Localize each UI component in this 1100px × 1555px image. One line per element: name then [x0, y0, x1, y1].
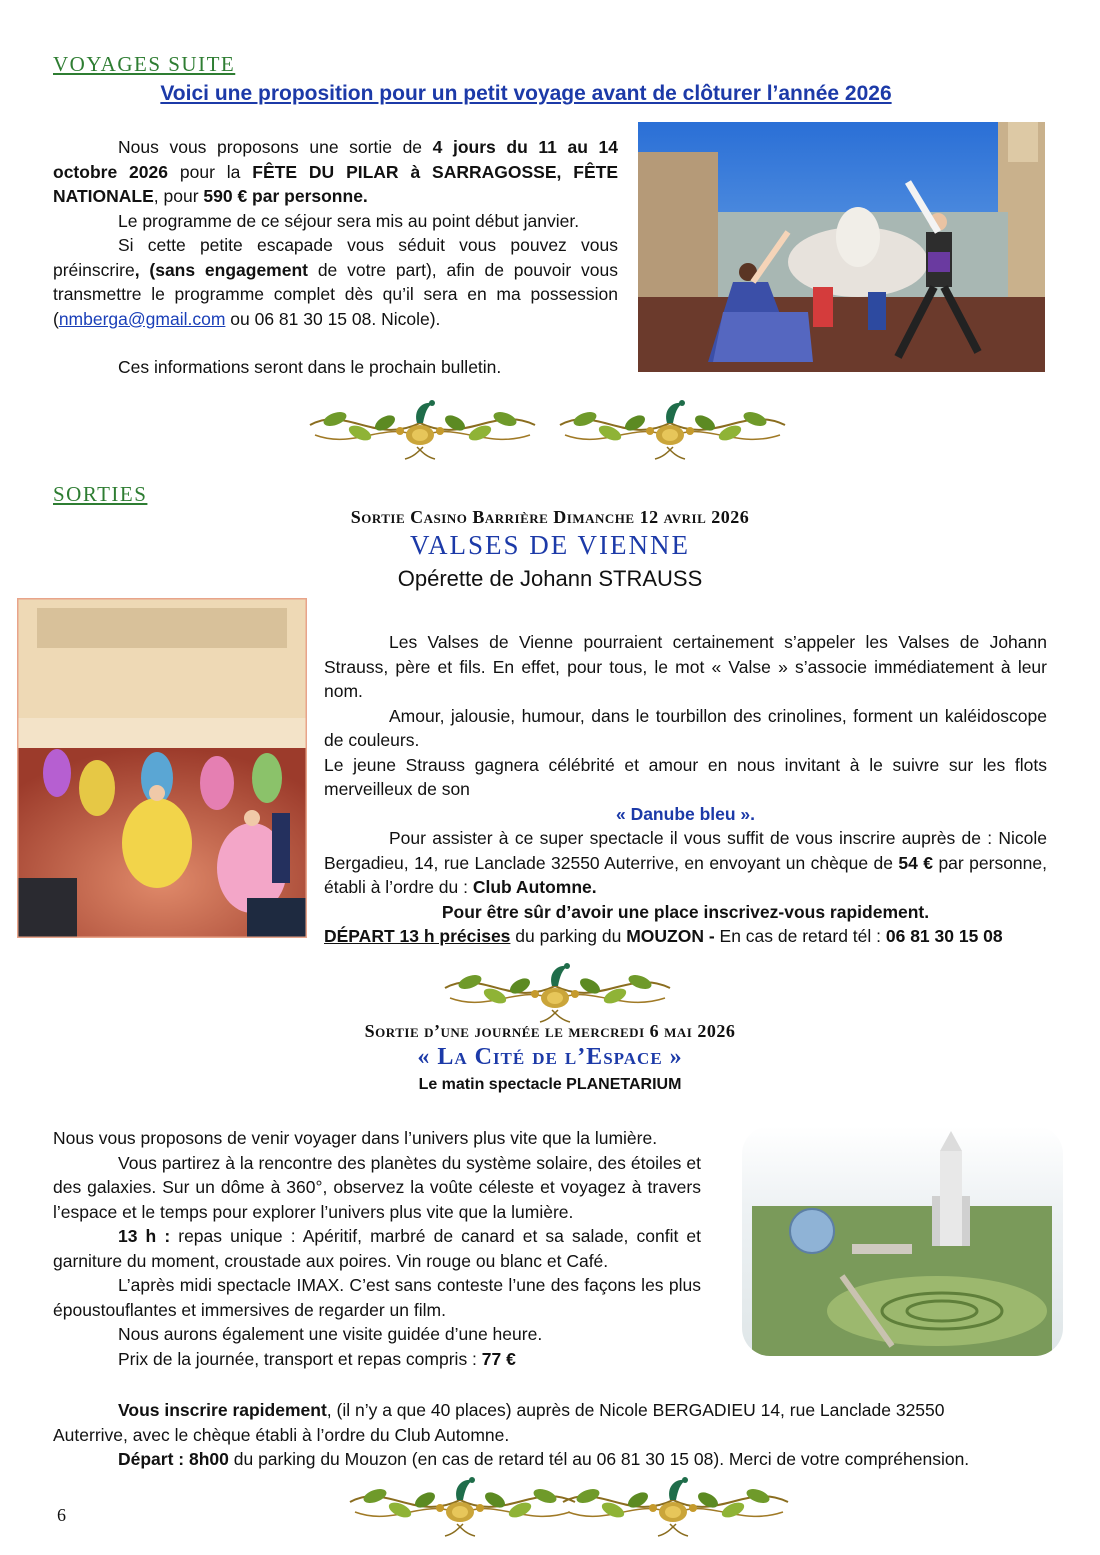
page-number: 6	[57, 1505, 66, 1525]
valses-paragraph-2: Amour, jalousie, humour, dans le tourbillon des crinolines, forment un kaléidoscope de couleurs.	[324, 705, 1047, 750]
voyage-paragraph-1: Nous vous proposons une sortie de 4 jours du 11 au 14 octobre 2026 pour la FÊTE DU PILAR à SARRAGOSSE, FÊTE NATIONALE, pour 590 € par personne.	[53, 137, 618, 206]
cite-paragraph-7: Vous inscrire rapidement, (il n’y a que 40 places) auprès de Nicole BERGADIEU 14, rue Lanclade 32550 Auterrive, avec le chèque établi à l’ordre du Club Automne.	[53, 1400, 945, 1445]
section-heading-sorties: SORTIES	[53, 482, 148, 506]
cite-paragraph-6: Prix de la journée, transport et repas compris : 77 €	[118, 1348, 516, 1369]
valses-text	[324, 630, 1047, 949]
peacock-ornament-icon	[555, 395, 795, 465]
show-title: VALSES DE VIENNE	[409, 530, 690, 560]
cite-espace-title: « La Cité de l’Espace »	[417, 1044, 683, 1070]
cite-text-bottom	[53, 1398, 1021, 1472]
cite-paragraph-2: Vous partirez à la rencontre des planètes du système solaire, des étoiles et des galaxies. Sur un dôme à 360°, observez la voûte céleste et voyagez à travers l’espace et le temps pour explorer l’univers plus vite que la lumière.	[53, 1152, 701, 1222]
cite-paragraph-5: Nous aurons également une visite guidée d’une heure.	[118, 1324, 543, 1344]
cite-espace-photo	[742, 1126, 1063, 1356]
voyage-text	[53, 135, 618, 380]
valses-paragraph-5: Pour être sûr d’avoir une place inscrivez-vous rapidement.	[441, 901, 930, 922]
planetarium-line: Le matin spectacle PLANETARIUM	[418, 1076, 682, 1093]
day-trip-title: Sortie d’une journée le mercredi 6 mai 2026	[364, 1021, 736, 1041]
email-link[interactable]: nmberga@gmail.com	[58, 308, 226, 329]
peacock-ornament-icon	[305, 395, 545, 465]
waltz-painting	[17, 598, 307, 938]
peacock-ornament-icon	[558, 1472, 798, 1542]
valses-paragraph-4: Pour assister à ce super spectacle il vous suffit de vous inscrire auprès de : Nicole Bergadieu, 14, rue Lanclade 32550 Auterrive, en envoyant un chèque de 54 € par personne, établi à l’ordre du : Club Automne.	[324, 828, 1047, 897]
cite-paragraph-4: L’après midi spectacle IMAX. C’est sans conteste l’une des façons les plus époustouflantes et immersives de regarder un film.	[53, 1275, 701, 1320]
show-subtitle: Opérette de Johann STRAUSS	[397, 566, 703, 591]
valses-paragraph-1: Les Valses de Vienne pourraient certainement s’appeler les Valses de Johann Strauss, père et fils. En effet, pour tous, le mot « Valse » s’associe immédiatement à leur nom.	[324, 632, 1047, 701]
valses-paragraph-3: Le jeune Strauss gagnera célébrité et amour en nous invitant à le suivre sur les flots merveilleux de son	[324, 754, 1047, 799]
casino-title: Sortie Casino Barrière Dimanche 12 avril 2026	[350, 507, 750, 527]
voyage-paragraph-3: Si cette petite escapade vous séduit vous pouvez vous préinscrire, (sans engagement de votre part), afin de pouvoir vous transmettre le programme complet dès qu’il sera en ma possession (nmberga@gmail.com ou 06 81 30 15 08. Nicole).	[53, 235, 618, 329]
ornament-1	[305, 395, 545, 470]
pilar-dancers-photo	[638, 122, 1045, 372]
peacock-ornament-icon	[345, 1472, 585, 1542]
cite-paragraph-1: Nous vous proposons de venir voyager dans l’univers plus vite que la lumière.	[53, 1128, 658, 1148]
cite-text-top	[53, 1126, 701, 1371]
ornament-4	[345, 1472, 585, 1547]
cite-paragraph-3: 13 h : repas unique : Apéritif, marbré de canard et sa salade, confit et garniture du moment, croustade aux poires. Vin rouge ou blanc et Café.	[53, 1226, 701, 1271]
ornament-2	[555, 395, 795, 470]
voyage-paragraph-4: Ces informations seront dans le prochain bulletin.	[118, 357, 502, 377]
ornament-5	[558, 1472, 798, 1547]
cite-paragraph-8: Départ : 8h00 du parking du Mouzon (en cas de retard tél au 06 81 30 15 08). Merci de votre compréhension.	[118, 1449, 970, 1469]
danube-title: « Danube bleu ».	[615, 803, 756, 824]
section-heading-voyages: VOYAGES SUITE	[53, 52, 236, 76]
valses-departure: DÉPART 13 h précises du parking du MOUZON - En cas de retard tél : 06 81 30 15 08	[324, 926, 1003, 946]
voyage-paragraph-2: Le programme de ce séjour sera mis au point début janvier.	[118, 210, 580, 231]
peacock-ornament-icon	[440, 958, 680, 1028]
voyage-subtitle: Voici une proposition pour un petit voyage avant de clôturer l’année 2026	[160, 82, 892, 105]
